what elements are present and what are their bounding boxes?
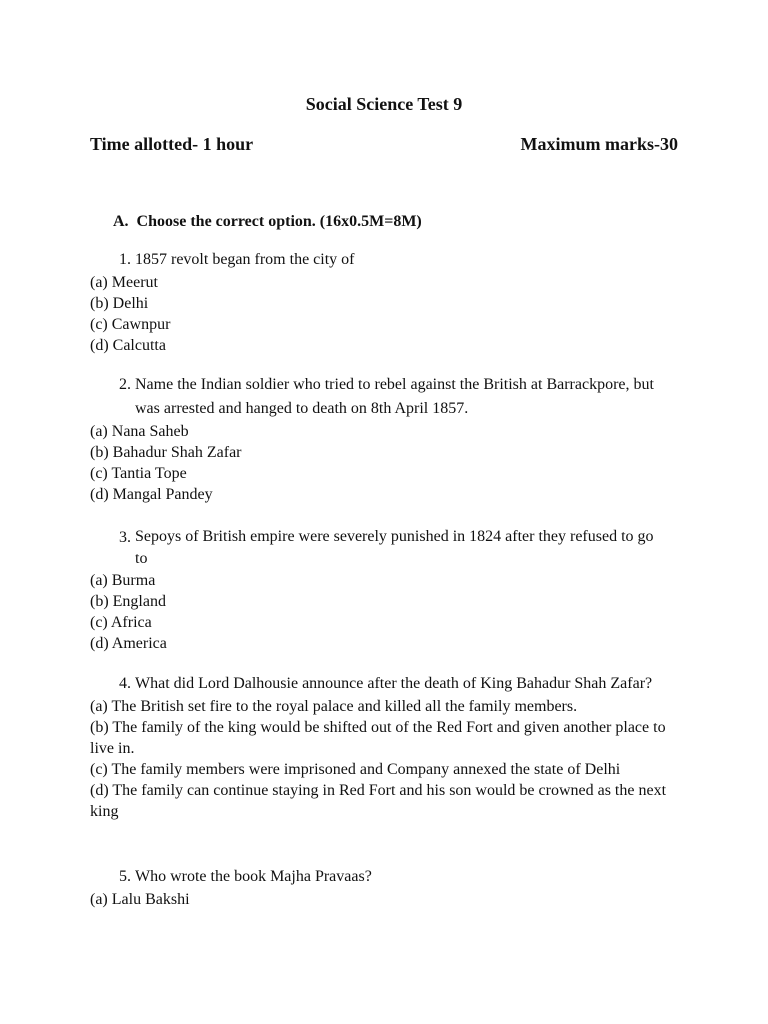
maximum-marks: Maximum marks-30 [520,134,678,154]
option-d: (d) America [90,635,167,652]
option-a: (a) Meerut [90,274,158,291]
question-stem [90,865,680,889]
question-2 [90,373,680,505]
question-number: 4. [119,675,135,692]
option-b: (b) Delhi [90,295,149,312]
option-a: (a) Lalu Bakshi [90,891,190,908]
option-d: (d) Mangal Pandey [90,486,213,503]
question-number: 3. [119,529,135,546]
question-number: 2. [119,376,135,393]
question-stem [90,526,680,570]
question-stem [90,248,680,272]
question-stem [90,373,680,421]
option-c: (c) Africa [90,614,152,631]
question-text: Sepoys of British empire were severely punished in 1824 after they refused to go to [135,528,654,567]
option-b: (b) Bahadur Shah Zafar [90,444,242,461]
question-3 [90,526,680,654]
option-c: (c) Cawnpur [90,316,171,333]
question-1 [90,248,680,356]
question-number: 5. [119,868,135,885]
question-text: Name the Indian soldier who tried to rebel against the British at Barrackpore, but was arrested and hanged to death on 8th April 1857. [135,376,654,417]
test-title: Social Science Test 9 [305,94,463,114]
question-text: Who wrote the book Majha Pravaas? [135,868,372,885]
option-a: (a) Nana Saheb [90,423,189,440]
option-b: (b) England [90,593,166,610]
option-a: (a) Burma [90,572,156,589]
option-b: (b) The family of the king would be shifted out of the Red Fort and given another place to live in. [90,719,666,757]
option-c: (c) Tantia Tope [90,465,187,482]
question-4 [90,672,680,822]
option-a: (a) The British set fire to the royal palace and killed all the family members. [90,698,578,715]
test-info-row [90,134,678,155]
option-d: (d) Calcutta [90,337,166,354]
question-stem [90,672,680,696]
section-a-heading: A. Choose the correct option. (16x0.5M=8M) [113,213,422,230]
question-text: What did Lord Dalhousie announce after the death of King Bahadur Shah Zafar? [135,675,653,692]
option-d: (d) The family can continue staying in Red Fort and his son would be crowned as the next king [90,782,667,820]
time-allotted: Time allotted- 1 hour [90,134,254,154]
option-c: (c) The family members were imprisoned and Company annexed the state of Delhi [90,761,621,778]
question-text: 1857 revolt began from the city of [135,251,355,268]
question-5 [90,865,680,910]
question-number: 1. [119,251,135,268]
